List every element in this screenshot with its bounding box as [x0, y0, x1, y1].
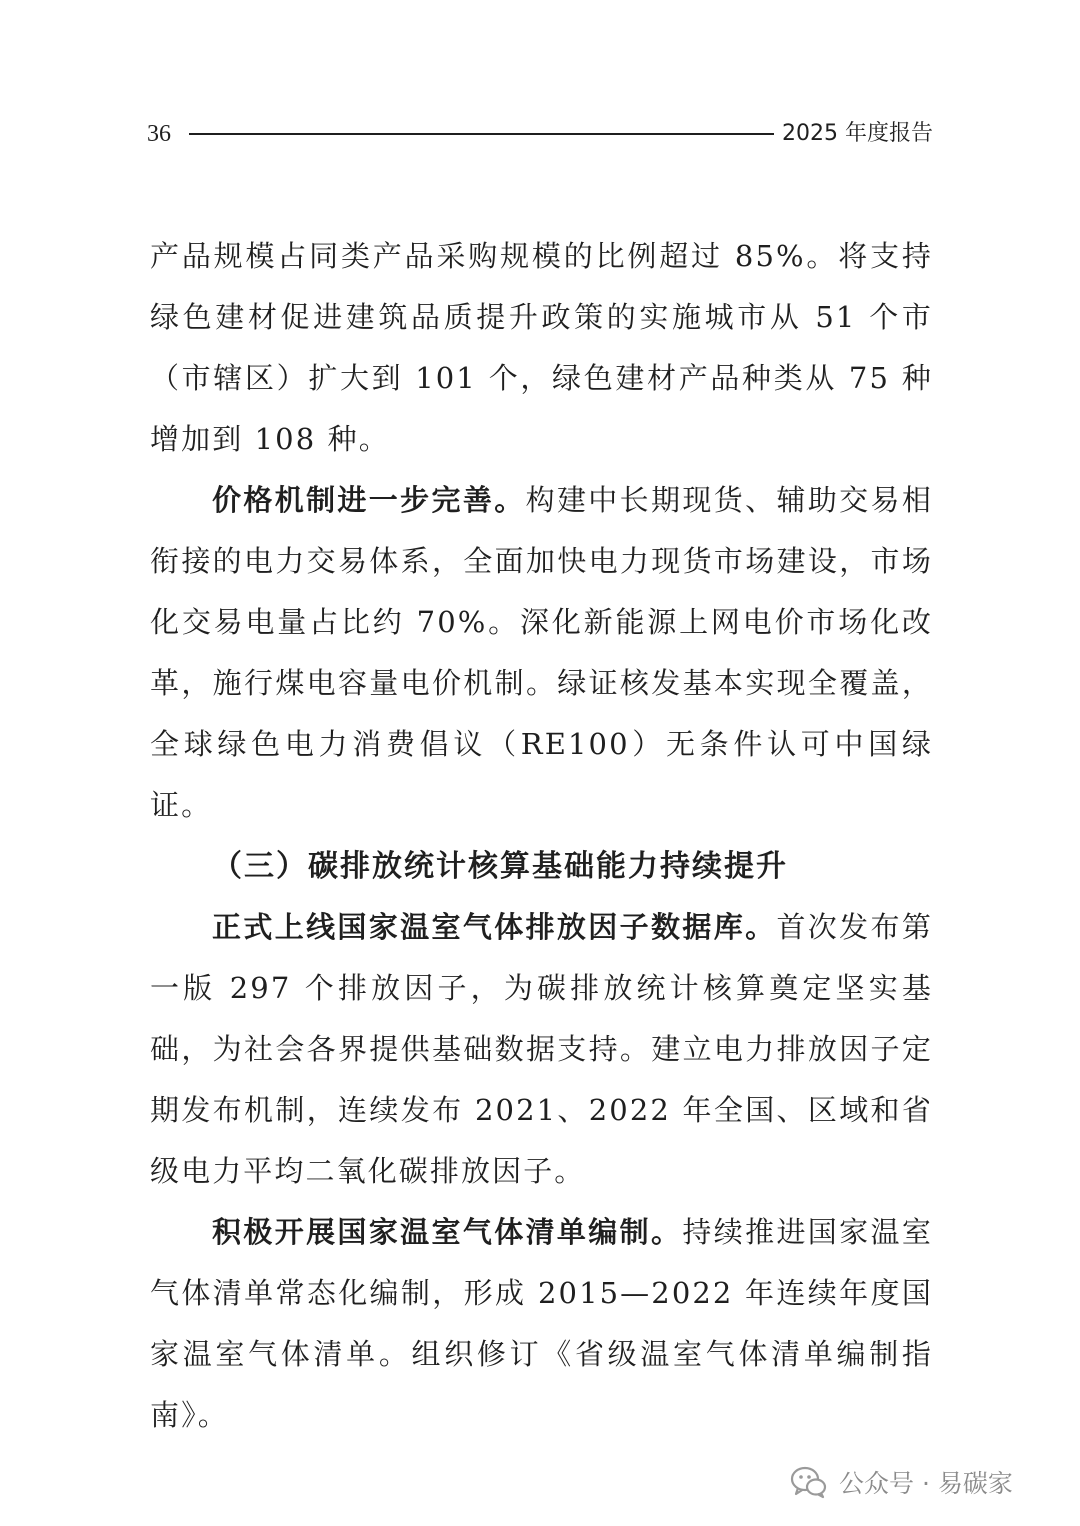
paragraph-lead: 正式上线国家温室气体排放因子数据库。: [212, 910, 777, 944]
paragraph-price-mechanism: [150, 470, 933, 836]
page-header: [147, 116, 933, 152]
page-body: [150, 226, 933, 1446]
paragraph-lead: 价格机制进一步完善。: [212, 483, 526, 517]
wechat-icon: [789, 1462, 829, 1502]
paragraph-ghg-inventory: [150, 1202, 933, 1446]
paragraph-text: 持续推进国家温室气体清单常态化编制，形成 2015—2022 年连续年度国家温室气体清单。组织修订《省级温室气体清单编制指南》。: [150, 1215, 933, 1432]
watermark-text: 公众号 · 易碳家: [839, 1469, 1013, 1498]
page-number: 36: [147, 121, 171, 147]
paragraph-emission-factor-database: [150, 897, 933, 1202]
paragraph-green-building-materials: [150, 226, 933, 470]
report-title: 2025 年度报告: [782, 121, 933, 146]
paragraph-text: 产品规模占同类产品采购规模的比例超过 85%。将支持绿色建材促进建筑品质提升政策的实施城市从 51 个市（市辖区）扩大到 101 个，绿色建材产品种类从 75 种增加到 108 种。: [150, 239, 933, 456]
section-heading: （三）碳排放统计核算基础能力持续提升: [212, 849, 788, 884]
header-rule: [189, 133, 774, 135]
paragraph-text: 构建中长期现货、辅助交易相衔接的电力交易体系，全面加快电力现货市场建设，市场化交易电量占比约 70%。深化新能源上网电价市场化改革，施行煤电容量电价机制。绿证核发基本实现全覆盖，全球绿色电力消费倡议（RE100）无条件认可中国绿证。: [150, 483, 933, 822]
account-watermark: [789, 1462, 1013, 1502]
paragraph-text: 首次发布第一版 297 个排放因子，为碳排放统计核算奠定坚实基础，为社会各界提供基础数据支持。建立电力排放因子定期发布机制，连续发布 2021、2022 年全国、区域和省级电力平均二氧化碳排放因子。: [150, 910, 933, 1188]
paragraph-lead: 积极开展国家温室气体清单编制。: [212, 1215, 683, 1249]
